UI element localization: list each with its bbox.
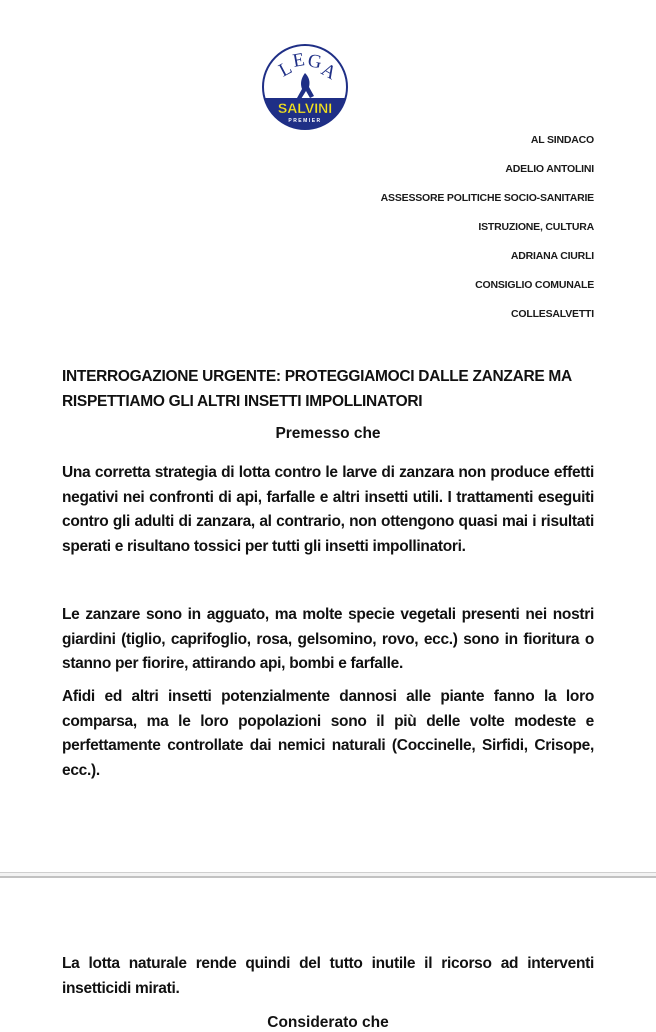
recipient-list <box>381 133 594 336</box>
recipient-assessor-name: ADRIANA CIURLI <box>510 250 594 262</box>
recipient-assessor: ASSESSORE POLITICHE SOCIO-SANITARIE <box>380 192 594 204</box>
svg-text:A: A <box>317 59 340 85</box>
paragraph-2: Le zanzare sono in agguato, ma molte specie vegetali presenti nei nostri giardini (tiglio, caprifoglio, rosa, gelsomino, rovo, ecc.) sono in fioritura o stanno per fiorire, attirando api, bombi e farfalle. <box>62 606 594 672</box>
svg-text:E: E <box>291 49 307 72</box>
svg-text:SALVINI: SALVINI <box>277 100 333 116</box>
svg-text:PREMIER: PREMIER <box>288 118 322 124</box>
recipient-mayor-name: ADELIO ANTOLINI <box>505 163 594 175</box>
svg-text:G: G <box>306 50 324 74</box>
recipient-mayor: AL SINDACO <box>530 134 594 146</box>
document-title: INTERROGAZIONE URGENTE: PROTEGGIAMOCI DALLE ZANZARE MA RISPETTIAMO GLI ALTRI INSETTI IMPOLLINATORI <box>62 368 572 410</box>
section-heading-considerato: Considerato che <box>267 1014 389 1031</box>
recipient-assessor-dept: ISTRUZIONE, CULTURA <box>478 221 594 233</box>
paragraph-1: Una corretta strategia di lotta contro le larve di zanzara non produce effetti negativi nei confronti di api, farfalle e altri insetti utili. I trattamenti eseguiti contro gli adulti di zanzara, al contrario, non ottengono quasi mai i risultati sperati e risultano tossici per tutti gli insetti impollinatori. <box>62 464 594 555</box>
recipient-council: CONSIGLIO COMUNALE <box>475 279 594 291</box>
paragraph-3: Afidi ed altri insetti potenzialmente dannosi alle piante fanno la loro comparsa, ma le loro popolazioni sono il più delle volte modeste e perfettamente controllate dai nemici naturali (Coccinelle, Sirfidi, Crisope, ecc.). <box>62 688 594 779</box>
recipient-town: COLLESALVETTI <box>511 308 594 320</box>
lega-salvini-logo <box>261 43 349 131</box>
document-page-2 <box>0 878 656 1031</box>
logo-letter-l: L <box>275 57 296 82</box>
section-heading-premesso: Premesso che <box>275 425 381 442</box>
paragraph-4: La lotta naturale rende quindi del tutto inutile il ricorso ad interventi insetticidi mirati. <box>62 955 594 997</box>
